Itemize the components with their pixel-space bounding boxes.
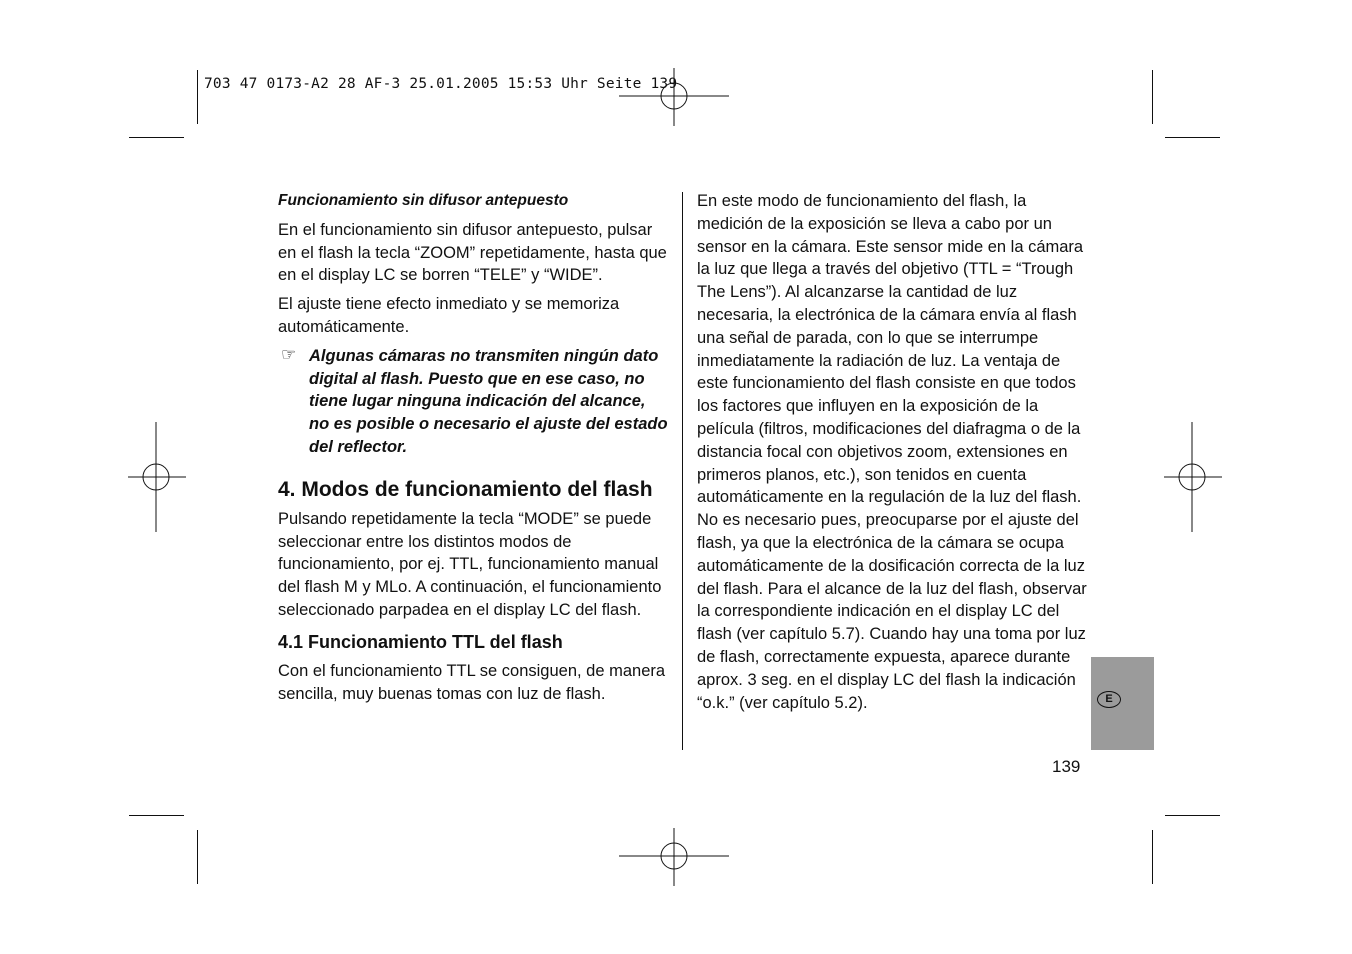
print-header-line: 703 47 0173-A2 28 AF-3 25.01.2005 15:53 Uhr Seite 139 [204,76,678,92]
paragraph-ttl-intro: Con el funcionamiento TTL se consiguen, de manera sencilla, muy buenas tomas con luz de flash. [278,661,666,703]
section-heading-flash-modes: 4. Modos de funcionamiento del flash [278,477,653,501]
crop-mark [1165,815,1220,816]
right-column [697,190,1089,720]
left-column [278,190,668,711]
language-badge: E [1097,691,1121,708]
paragraph-mode-key: Pulsando repetidamente la tecla “MODE” se puede seleccionar entre los distintos modos de funcionamiento, por ej. TTL, funcionamiento manual del flash M y MLo. A continuación, el funcionamiento seleccionado parpadea en el display LC del flash. [278,509,662,619]
language-tab [1091,657,1154,750]
paragraph-zoom-key: En el funcionamiento sin difusor antepuesto, pulsar en el flash la tecla “ZOOM” repetidamente, hasta que en el display LC se borren “TELE” y “WIDE”. [278,220,667,285]
registration-mark-top [619,68,729,126]
crop-mark [129,815,184,816]
note-block [278,345,668,459]
registration-mark-left [128,422,186,532]
crop-mark [197,70,198,124]
registration-mark-right [1164,422,1222,532]
crop-mark [1152,830,1153,884]
registration-mark-bottom [619,828,729,886]
paragraph-immediate-effect: El ajuste tiene efecto inmediato y se memoriza automáticamente. [278,295,620,336]
paragraph-ttl-description: En este modo de funcionamiento del flash, la medición de la exposición se lleva a cabo por un sensor en la cámara. Este sensor mide en la cámara la luz que llega a través del objetivo (TTL = “Trough The Lens”). Al alcanzarse la cantidad de luz necesaria, la electrónica de la cámara envía al flash una señal de parada, con lo que se interrumpe inmediatamente la radiación de luz. La ventaja de este funcionamiento del flash consiste en que todos los factores que influyen en la exposición de la película (filtros, modificaciones del diafragma o de la distancia focal con objetivos zoom, extensiones en primeros planos, etc.), son tenidos en cuenta automáticamente en la regulación de la luz del flash. No es necesario pues, preocuparse por el ajuste del flash, ya que la electrónica de la cámara se ocupa automáticamente de la dosificación correcta de la luz del flash. Para el alcance de la luz del flash, observar la correspondiente indicación en el display LC del flash (ver capítulo 5.7). Cuando hay una toma por luz de flash, correctamente expuesta, aparece durante aprox. 3 seg. en el display LC del flash la indicación “o.k.” (ver capítulo 5.2). [697,192,1087,712]
crop-mark [129,137,184,138]
subsection-heading-ttl: 4.1 Funcionamiento TTL del flash [278,631,563,652]
subheading-without-diffuser: Funcionamiento sin difusor antepuesto [278,192,569,209]
pointing-hand-icon: ☞ [281,344,297,364]
crop-mark [197,830,198,884]
column-divider [682,192,683,750]
note-text: Algunas cámaras no transmiten ningún dato digital al flash. Puesto que en ese caso, no tiene lugar ninguna indicación del alcance, no es posible o necesario el ajuste del estado del reflector. [309,346,668,456]
crop-mark [1152,70,1153,124]
crop-mark [1165,137,1220,138]
page-number: 139 [1052,757,1081,776]
